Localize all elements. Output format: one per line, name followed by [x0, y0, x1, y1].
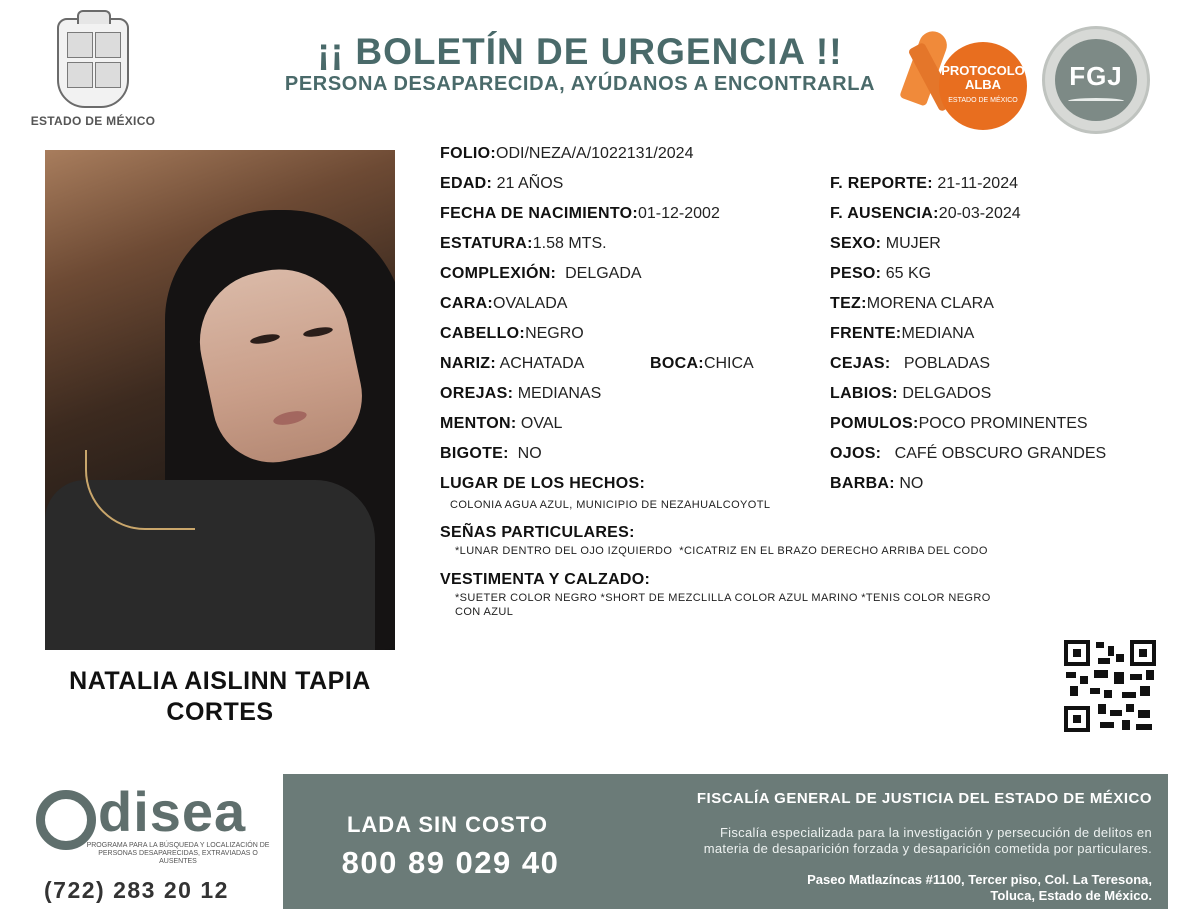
field-fecha-ausencia: F. AUSENCIA:20-03-2024 [830, 205, 1021, 222]
field-tez: TEZ:MORENA CLARA [830, 295, 994, 312]
field-cara: CARA:OVALADA [440, 295, 568, 312]
field-bigote: BIGOTE: NO [440, 445, 542, 462]
wings-icon [1068, 98, 1124, 104]
alba-line1: PROTOCOLO [941, 63, 1025, 78]
field-lugar-hechos: LUGAR DE LOS HECHOS: [440, 475, 646, 492]
fgj-address: Paseo Matlazíncas #1100, Tercer piso, Col. La Teresona, Toluca, Estado de México. [807, 872, 1152, 903]
field-orejas: OREJAS: MEDIANAS [440, 385, 602, 402]
field-pomulos: POMULOS:POCO PROMINENTES [830, 415, 1088, 432]
lugar-hechos-value: COLONIA AGUA AZUL, MUNICIPIO DE NEZAHUALCOYOTL [450, 499, 771, 511]
alba-line3: ESTADO DE MÉXICO [948, 97, 1018, 104]
field-barba: BARBA: NO [830, 475, 924, 492]
bulletin-header [265, 32, 895, 96]
senas-value: *LUNAR DENTRO DEL OJO IZQUIERDO *CICATRIZ EN EL BRAZO DERECHO ARRIBA DEL CODO [455, 545, 988, 557]
bulletin-title: ¡¡ BOLETÍN DE URGENCIA !! [317, 31, 843, 72]
field-cabello: CABELLO:NEGRO [440, 325, 584, 342]
fgj-seal [1042, 26, 1150, 134]
alba-line2: ALBA [964, 77, 1002, 92]
fgj-logo-text: FGJ [1069, 61, 1123, 91]
odisea-description: PROGRAMA PARA LA BÚSQUEDA Y LOCALIZACIÓN DE PERSONAS DESAPARECIDAS, EXTRAVIADAS O AUSENTES [86, 842, 270, 865]
odisea-logo [36, 780, 276, 868]
field-peso: PESO: 65 KG [830, 265, 932, 282]
field-sexo: SEXO: MUJER [830, 235, 941, 252]
lada-sin-costo-label: LADA SIN COSTO [346, 812, 548, 837]
protocolo-alba-logo [903, 22, 1033, 132]
field-fecha-reporte: F. REPORTE: 21-11-2024 [830, 175, 1018, 192]
field-nariz: NARIZ: ACHATADA [440, 355, 585, 372]
fgj-footer-title: FISCALÍA GENERAL DE JUSTICIA DEL ESTADO DE MÉXICO [696, 790, 1152, 807]
field-boca: BOCA:CHICA [650, 355, 754, 372]
field-menton: MENTON: OVAL [440, 415, 563, 432]
fgj-footer-description: Fiscalía especializada para la investigación y persecución de delitos en materia de desaparición forzada y desaparición cometida por particulares. [703, 825, 1152, 856]
field-folio: FOLIO:ODI/NEZA/A/1022131/2024 [440, 145, 694, 162]
coat-of-arms-icon [57, 18, 129, 108]
senas-label: SEÑAS PARTICULARES: [440, 524, 635, 541]
vestimenta-line1: *SUETER COLOR NEGRO *SHORT DE MEZCLILLA COLOR AZUL MARINO *TENIS COLOR NEGRO [455, 592, 991, 604]
bulletin-subtitle: PERSONA DESAPARECIDA, AYÚDANOS A ENCONTRARLA [284, 73, 876, 95]
field-frente: FRENTE:MEDIANA [830, 325, 975, 342]
vestimenta-line2: CON AZUL [455, 606, 514, 618]
field-labios: LABIOS: DELGADOS [830, 385, 992, 402]
lada-sin-costo-number[interactable]: 800 89 029 40 [341, 845, 560, 880]
estado-de-mexico-logo [28, 18, 158, 128]
field-complexion: COMPLEXIÓN: DELGADA [440, 265, 642, 282]
field-cejas: CEJAS: POBLADAS [830, 355, 991, 372]
field-ojos: OJOS: CAFÉ OBSCURO GRANDES [830, 445, 1107, 462]
qr-code-icon[interactable] [1064, 640, 1156, 732]
person-name: NATALIA AISLINN TAPIA CORTES [69, 667, 371, 726]
map-pin-icon [36, 790, 96, 850]
contact-phone[interactable]: (722) 283 20 12 [44, 877, 229, 903]
vestimenta-label: VESTIMENTA Y CALZADO: [440, 571, 651, 588]
field-edad: EDAD: 21 AÑOS [440, 175, 564, 192]
odisea-wordmark: disea [98, 780, 247, 843]
state-label: ESTADO DE MÉXICO [30, 114, 156, 128]
field-fecha-nacimiento: FECHA DE NACIMIENTO:01-12-2002 [440, 205, 720, 222]
field-estatura: ESTATURA:1.58 MTS. [440, 235, 607, 252]
missing-person-photo [45, 150, 395, 650]
